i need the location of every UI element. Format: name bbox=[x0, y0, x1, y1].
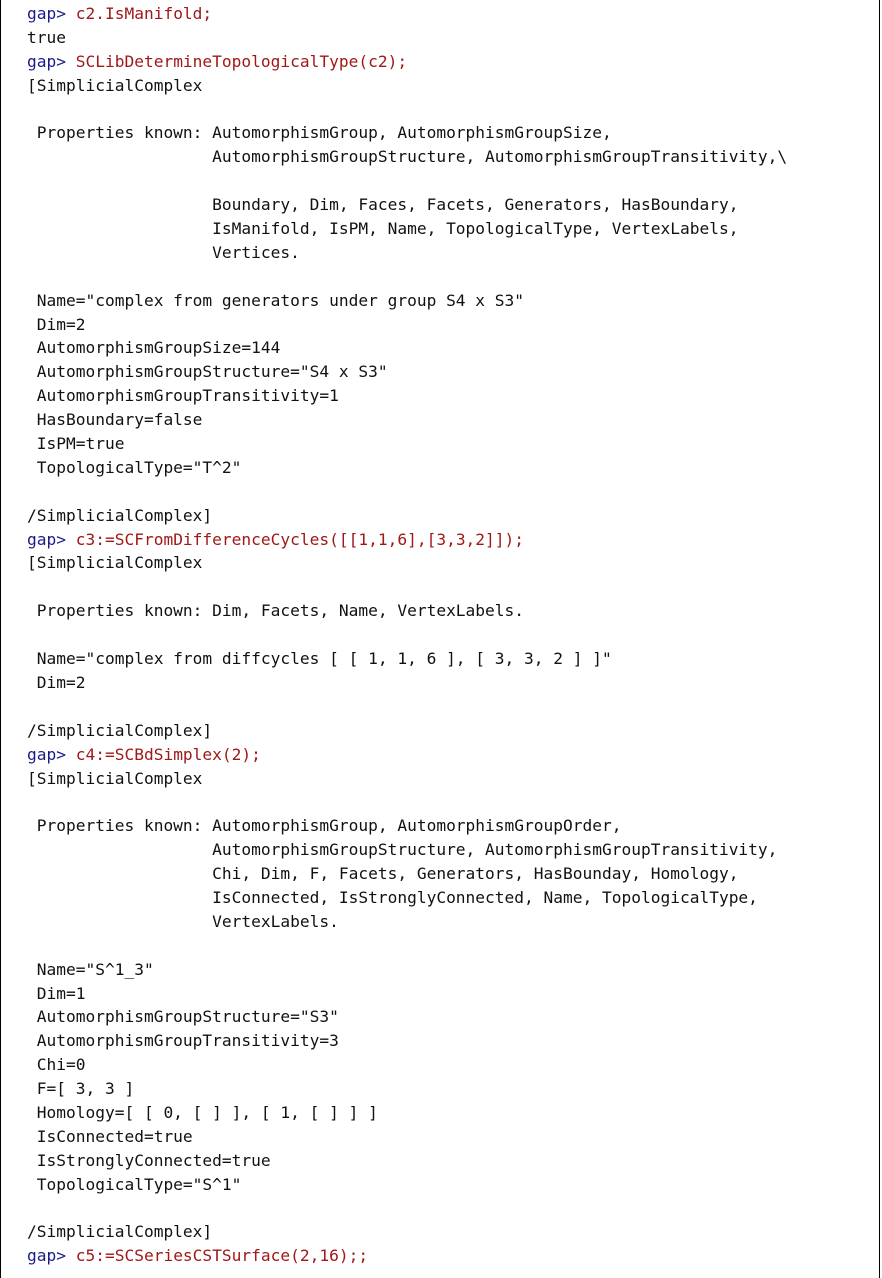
output-line: true bbox=[27, 27, 66, 47]
output-line: /SimplicialComplex] bbox=[27, 720, 213, 740]
output-line: IsConnected, IsStronglyConnected, Name, TopologicalType, bbox=[27, 887, 758, 907]
input-line bbox=[27, 743, 787, 767]
gap-prompt: gap> bbox=[27, 744, 66, 764]
command-text: SCLibDetermineTopologicalType(c2); bbox=[75, 51, 408, 71]
gap-prompt: gap> bbox=[27, 51, 66, 71]
output-line: Dim=1 bbox=[27, 983, 86, 1003]
blank-line bbox=[27, 790, 787, 814]
output-line: Properties known: AutomorphismGroup, AutomorphismGroupSize, bbox=[27, 123, 612, 143]
output-line: VertexLabels. bbox=[27, 911, 339, 931]
blank-line bbox=[27, 695, 787, 719]
output-line: AutomorphismGroupStructure, AutomorphismGroupTransitivity, bbox=[27, 840, 778, 860]
command-text: c4:=SCBdSimplex(2); bbox=[75, 744, 261, 764]
output-line: AutomorphismGroupStructure="S3" bbox=[27, 1007, 339, 1027]
input-line bbox=[27, 1244, 787, 1268]
output-line: IsPM=true bbox=[27, 434, 125, 454]
input-line bbox=[27, 50, 787, 74]
output-line: IsConnected=true bbox=[27, 1126, 193, 1146]
output-line: [SimplicialComplex bbox=[27, 75, 203, 95]
output-line: Vertices. bbox=[27, 242, 300, 262]
blank-line bbox=[27, 169, 787, 193]
input-line bbox=[27, 528, 787, 552]
output-line: Dim=2 bbox=[27, 672, 86, 692]
output-line: AutomorphismGroupStructure, AutomorphismGroupTransitivity,\ bbox=[27, 147, 788, 167]
output-line: HasBoundary=false bbox=[27, 410, 203, 430]
output-line: Dim=2 bbox=[27, 314, 86, 334]
blank-line bbox=[27, 265, 787, 289]
output-line: AutomorphismGroupSize=144 bbox=[27, 338, 281, 358]
blank-line bbox=[27, 480, 787, 504]
gap-prompt: gap> bbox=[27, 4, 66, 23]
output-line: Boundary, Dim, Faces, Facets, Generators, HasBoundary, bbox=[27, 195, 739, 215]
output-line: TopologicalType="S^1" bbox=[27, 1174, 242, 1194]
output-line: Homology=[ [ 0, [ ] ], [ 1, [ ] ] ] bbox=[27, 1102, 378, 1122]
output-line: AutomorphismGroupStructure="S4 x S3" bbox=[27, 362, 388, 382]
output-line: Properties known: AutomorphismGroup, AutomorphismGroupOrder, bbox=[27, 816, 622, 836]
command-text: c3:=SCFromDifferenceCycles([[1,1,6],[3,3,2]]); bbox=[75, 529, 525, 549]
output-line: TopologicalType="T^2" bbox=[27, 457, 242, 477]
output-line: [SimplicialComplex bbox=[27, 553, 203, 573]
output-line: Chi=0 bbox=[27, 1055, 86, 1075]
input-line bbox=[27, 2, 787, 26]
blank-line bbox=[27, 1197, 787, 1221]
output-line: Name="complex from diffcycles [ [ 1, 1, 6 ], [ 3, 3, 2 ] ]" bbox=[27, 649, 612, 669]
gap-prompt: gap> bbox=[27, 1246, 66, 1266]
command-text: c2.IsManifold; bbox=[75, 4, 213, 23]
output-line: Properties known: Dim, Facets, Name, VertexLabels. bbox=[27, 601, 525, 621]
output-line: AutomorphismGroupTransitivity=3 bbox=[27, 1031, 339, 1051]
blank-line bbox=[27, 934, 787, 958]
command-text: c5:=SCSeriesCSTSurface(2,16);; bbox=[75, 1246, 369, 1266]
output-line: Chi, Dim, F, Facets, Generators, HasBounday, Homology, bbox=[27, 864, 739, 884]
gap-session-listing bbox=[27, 2, 787, 1268]
gap-prompt: gap> bbox=[27, 529, 66, 549]
blank-line bbox=[27, 623, 787, 647]
output-line: Name="complex from generators under group S4 x S3" bbox=[27, 290, 525, 310]
output-line: /SimplicialComplex] bbox=[27, 1222, 213, 1242]
blank-line bbox=[27, 98, 787, 122]
output-line: AutomorphismGroupTransitivity=1 bbox=[27, 386, 339, 406]
output-line: /SimplicialComplex] bbox=[27, 505, 213, 525]
output-line: F=[ 3, 3 ] bbox=[27, 1079, 135, 1099]
output-line: [SimplicialComplex bbox=[27, 768, 203, 788]
output-line: Name="S^1_3" bbox=[27, 959, 154, 979]
output-line: IsStronglyConnected=true bbox=[27, 1150, 271, 1170]
output-line: IsManifold, IsPM, Name, TopologicalType, VertexLabels, bbox=[27, 219, 739, 239]
blank-line bbox=[27, 575, 787, 599]
